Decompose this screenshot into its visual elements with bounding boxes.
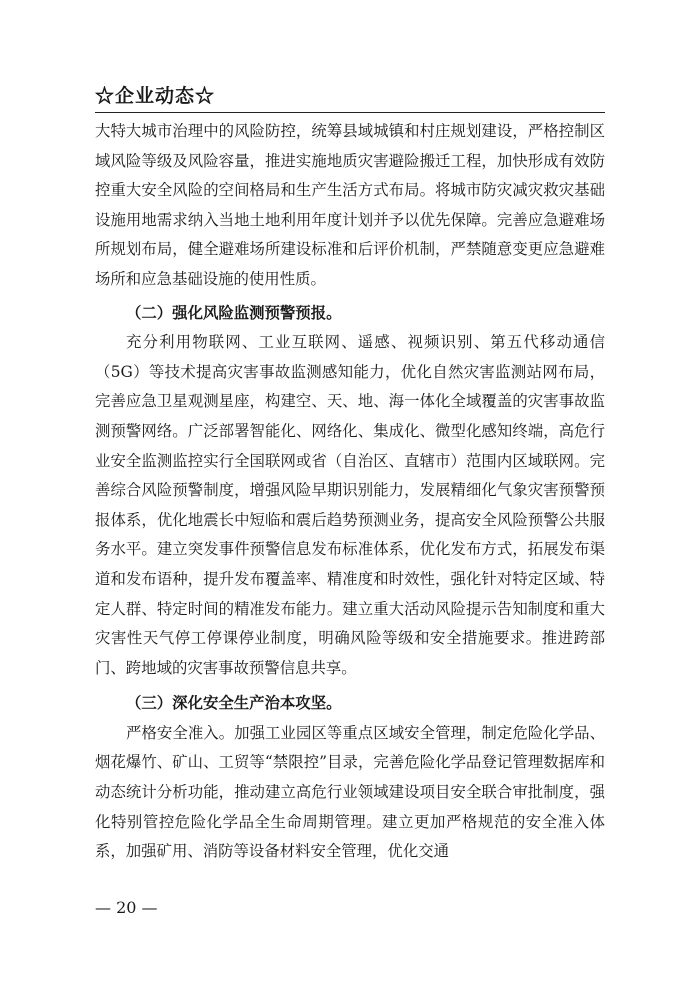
paragraph-monitoring: 充分利用物联网、工业互联网、遥感、视频识别、第五代移动通信（5G）等技术提高灾害事故监测感知能力，优化自然灾害监测站网布局，完善应急卫星观测星座，构建空、天、地、海一体化全域覆盖的灾害事故监测预警网络。广泛部署智能化、网络化、集成化、微型化感知终端，高危行业安全监测监控实行全国联网或省（自治区、直辖市）范围内区域联网。完善综合风险预警制度，增强风险早期识别能力，发展精细化气象灾害预警预报体系，优化地震长中短临和震后趋势预测业务，提高安全风险预警公共服务水平。建立突发事件预警信息发布标准体系，优化发布方式，拓展发布渠道和发布语种，提升发布覆盖率、精准度和时效性，强化针对特定区域、特定人群、特定时间的精准发布能力。建立重大活动风险提示告知制度和重大灾害性天气停工停课停业制度，明确风险等级和安全措施要求。推进跨部门、跨地域的灾害事故预警信息共享。 xyxy=(95,333,605,677)
page-number: — 20 — xyxy=(95,898,158,917)
paragraph-safety-access: 严格安全准入。加强工业园区等重点区域安全管理，制定危险化学品、烟花爆竹、矿山、工贸等“禁限控”目录，完善危险化学品登记管理数据库和动态统计分析功能，推动建立高危行业领域建设项目安全联合审批制度，强化特别管控危险化学品全生命周期管理。建立更加严格规范的安全准入体系，加强矿用、消防等设备材料安全管理，优化交通 xyxy=(95,723,605,861)
document-body xyxy=(95,117,605,867)
page-header xyxy=(95,80,605,113)
section-heading-3: （三）深化安全生产治本攻坚。 xyxy=(126,694,342,713)
paragraph-continuation: 大特大城市治理中的风险防控，统筹县域城镇和村庄规划建设，严格控制区域风险等级及风险容量，推进实施地质灾害避险搬迁工程，加快形成有效防控重大安全风险的空间格局和生产生活方式布局。将城市防灾减灾救灾基础设施用地需求纳入当地土地利用年度计划并予以优先保障。完善应急避难场所规划布局，健全避难场所建设标准和后评价机制，严禁随意变更应急避难场所和应急基础设施的使用性质。 xyxy=(95,122,605,288)
header-title: ☆企业动态☆ xyxy=(95,85,216,107)
section-heading-2: （二）强化风险监测预警预报。 xyxy=(126,303,342,322)
